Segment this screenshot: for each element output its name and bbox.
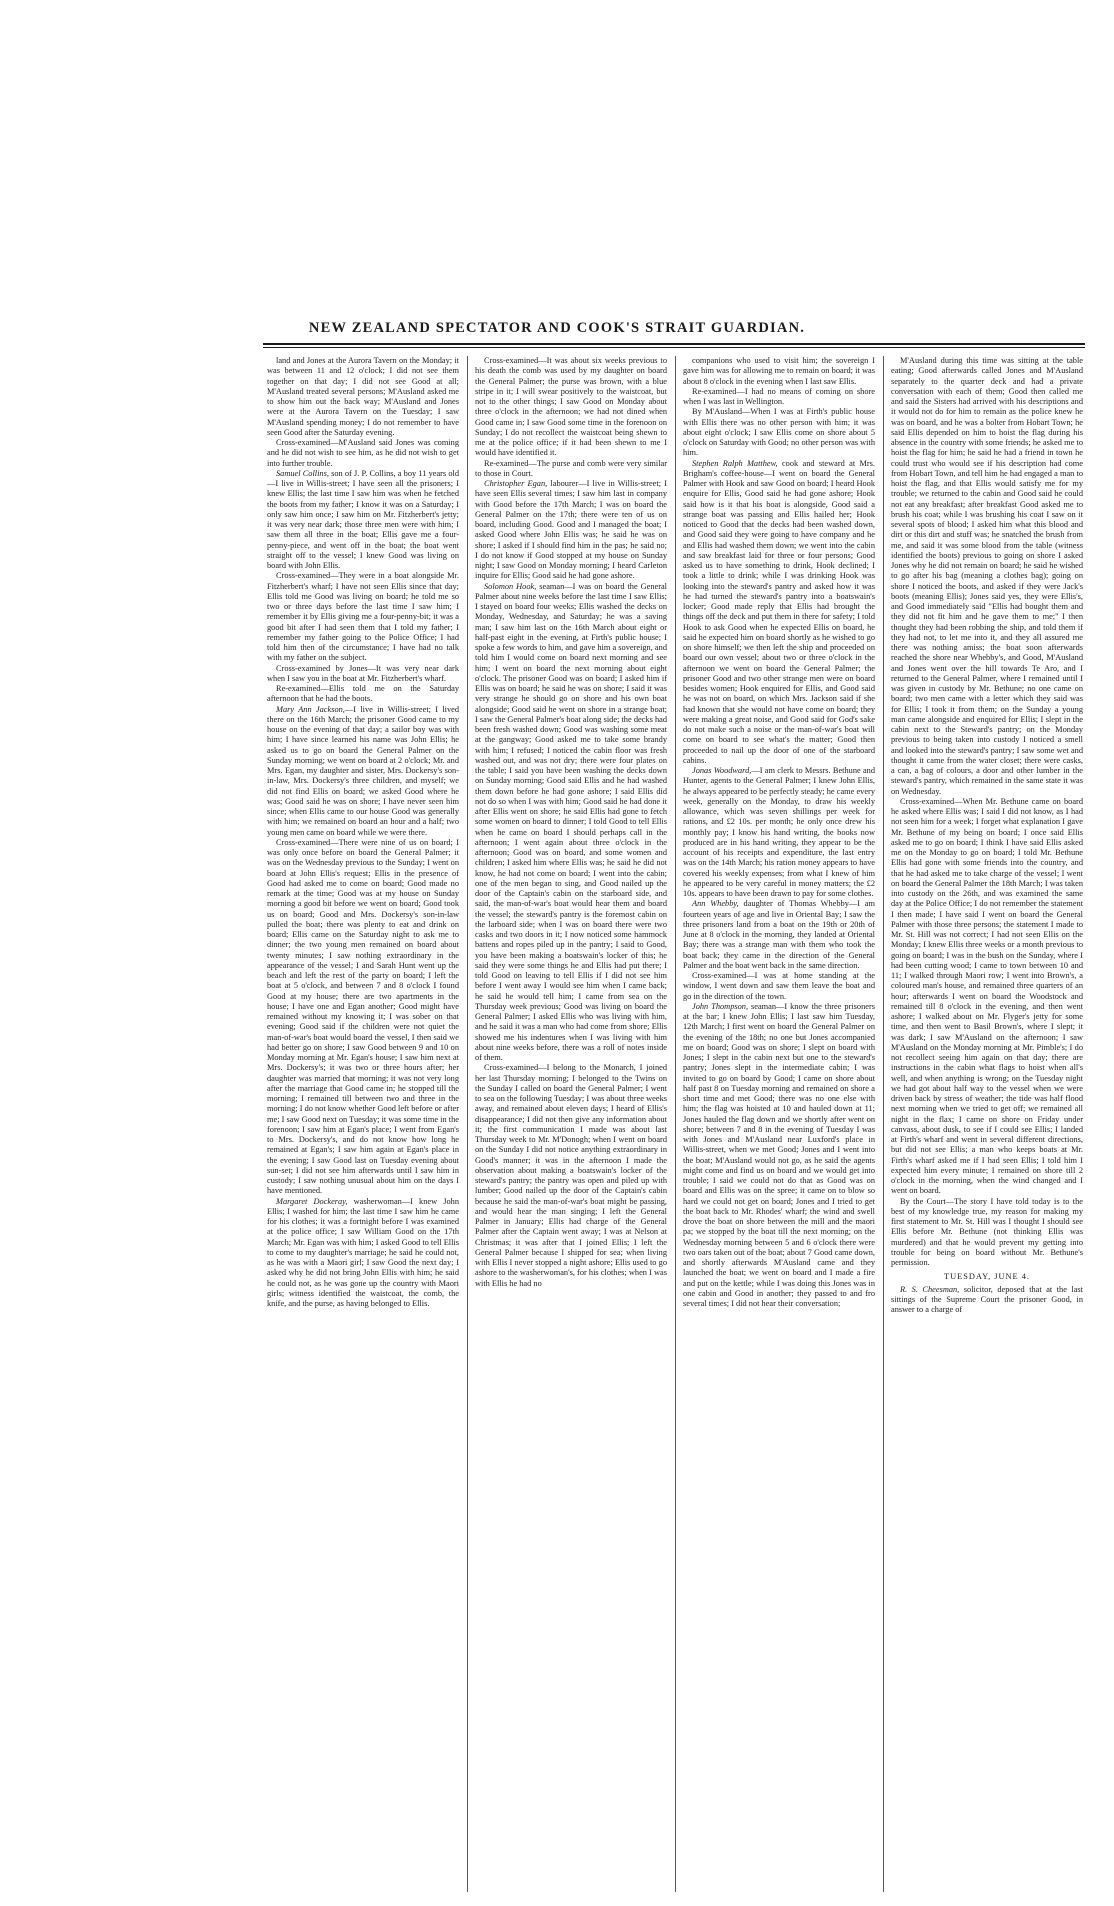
paragraph-text: —I live in Willis-street; I lived there on the 16th March; the prisoner Good came to my house on the evening of that day; a sailor boy was with him; I have since learned his name was John Ellis; he asked us to go on board the General Palmer on the Sunday morning; we went on board at 2 o'clock; Mr. and Mrs. Egan, my daughter and sister, Mrs. Dockersy's son-in-law, Mrs. Dockersy's three children, and myself; we did not find Ellis on board; we asked Good where he was; Good said he was on shore; I have never seen him since; when Ellis came to our house Good was generally with him; we remained on board an hour and a half; two young men came on board while we were there.	[267, 704, 459, 837]
column-3	[683, 356, 875, 1896]
paragraph-text: Cross-examined—They were in a boat alongside Mr. Fitzherbert's wharf; I have not seen Ellis since that day; Ellis told me Good was living on board; he told me so two or three days before the last time I saw him; I remember it by Ellis giving me a four-penny-bit; it was a good bit after I had seen them that I told my father; I remember my father going to the Police Office; I had told him then of the circumstance; I have had no talk with my father on the subject.	[267, 571, 459, 663]
paragraph-text: washerwoman—I knew John Ellis; I washed for him; the last time I saw him he came for his clothes; it was a fortnight before I was examined at the police office; I saw William Good on the 17th March; Mr. Egan was with him; I asked Good to tell Ellis to come to my daughter's marriage; he said he could not, as he was with a Maori girl; I saw Good the next day; I asked why he did not bring John Ellis with him; he said he could not, as he was gone up the country with Maori girls; witness identified the waistcoat, the comb, the knife, and the purse, as having belonged to Ellis.	[267, 1196, 459, 1308]
paragraph-text: son of J. P. Collins, a boy 11 years old—I live in Willis-street; I have seen all the prisoners; I knew Ellis; the last time I saw him was when he fetched the boots from my father; I know it was on a Saturday; I only saw him once; I saw him on Mr. Fitzherbert's jetty; it was very near dark; those three men were with him; I saw them all three in the boat; Ellis gave me a four-penny-piece, and went off in the boat; the boat went straight off to the vessel; I knew Good was living on board with John Ellis.	[267, 468, 459, 570]
witness-name: Margaret Dockeray,	[276, 1196, 348, 1206]
witness-name: Samuel Collins,	[276, 468, 329, 478]
paragraph	[267, 684, 459, 705]
paragraph	[267, 705, 459, 838]
paragraph-text: Cross-examined—I belong to the Monarch, I joined her last Thursday morning; I belonged to the Twins on the Sunday I called on board the General Palmer; I went to sea on the following Tuesday; I was about three weeks away, and remained about eleven days; I heard of Ellis's disappearance; I did not then give any information about it; the first communication I made was about last Thursday week to Mr. M'Donogh; when I went on board on the Sunday I did not notice anything extraordinary in Good's manner; it was in the afternoon I made the observation about making a boatswain's locker of the steward's pantry; the pantry was open and piled up with lumber; Good nailed up the door of the Captain's cabin because he said the man-of-war's boat might be passing, and would hear the man singing; I left the General Palmer in January; Ellis had charge of the General Palmer after the Captain went away; I was at Nelson at Christmas; it was after that I joined Ellis; I left the General Palmer because I shipped for sea; when living with Ellis I never stopped a night ashore; Ellis used to go ashore to the washerwoman's, for his clothes; when I was with Ellis he had no	[475, 1063, 667, 1288]
paragraph-text: labourer—I live in Willis-street; I have seen Ellis several times; I saw him last in company with Good before the 17th March; I was on board the General Palmer on the 17th; there were ten of us on board, including Good. Good and I managed the boat; I asked Good where John Ellis was; he said he was on shore; I asked if I should find him in the pas; he said no; I do not know if Good stopped at my house on Sunday night; I saw Good on Monday morning; I heard Carleton inquire for Ellis; Good said he had gone ashore.	[475, 479, 667, 581]
witness-name: Solomon Hook,	[484, 581, 537, 591]
paragraph	[891, 1285, 1083, 1316]
paragraph	[267, 571, 459, 663]
paragraph-text: Re-examined—The purse and comb were very similar to those in Court.	[475, 458, 667, 478]
paragraph	[267, 356, 459, 438]
paragraph	[683, 459, 875, 767]
paragraph-text: Cross-examined—I was at home standing at the window, I went down and saw them leave the boat and go in the direction of the town.	[683, 971, 875, 1001]
witness-name: R. S. Cheesman,	[900, 1284, 960, 1294]
column-2	[475, 356, 667, 1896]
paragraph	[683, 387, 875, 408]
article-columns	[267, 356, 1085, 1896]
paragraph	[475, 582, 667, 1064]
paragraph-text: —I am clerk to Messrs. Bethune and Hunter, agents to the General Palmer; I knew John Ellis, he always appeared to be perfectly steady; he came every week, generally on the Monday, to draw his weekly allowance, which was seven shillings per week for rations, and £2 10s. per month; he only once drew his monthly pay; I know his hand writing, the books now produced are in his hand writing, they appear to be the account of his receipts and expenditure, the last entry was on the 14th March; his ration money appears to have covered his weekly expenses; from what I knew of him he appeared to be very careful in money matters; the £2 10s. appears to have been drawn to pay for some clothes.	[683, 766, 875, 898]
paragraph	[683, 407, 875, 458]
paragraph	[683, 971, 875, 1002]
paragraph-text: companions who used to visit him; the sovereign I gave him was for allowing me to remain on board; it was about 8 o'clock in the evening when I last saw Ellis.	[683, 356, 875, 386]
masthead-title: NEW ZEALAND SPECTATOR AND COOK'S STRAIT GUARDIAN.	[308, 320, 806, 336]
witness-name: Stephen Ralph Matthew,	[692, 458, 778, 468]
paragraph-text: Cross-examined—There were nine of us on board; I was only once before on board the General Palmer; it was on the Wednesday previous to the Sunday; I went on board at John Ellis's request; Ellis in the presence of Good had asked me to come on board; Good made no remark at the time; Good was at my house on Sunday morning a good bit before we went on board; Good took us on board; Good and Mrs. Dockersy's son-in-law pulled the boat; there was plenty to eat and drink on board; Ellis came on the Saturday night to ask me to dinner; the two young men remained on board about twenty minutes; I saw nothing extraordinary in the appearance of the vessel; I and Sarah Hunt went up the beach and left the rest of the party on board; I left the boat at 5 o'clock, and between 7 and 8 o'clock I found Good at my house; there are two apartments in the house; I have one and Egan another; Good might have remained without my knowing it; I was sober on that evening; Good said if the children were not quiet the man-of-war's boat would board the vessel, I then said we had better go on shore; I saw Good between 9 and 10 on Monday morning at Mr. Egan's house; I saw him next at Mrs. Dockersy's; it was two or three hours after; her daughter was married that morning; it was not very long after the marriage that Good came in; he stopped till the morning; I remained till between two and three in the morning; I do not know whether Good left before or after me; I saw Good next on Tuesday; it was some time in the forenoon; I saw him at Egan's place; I went from Egan's to Mrs. Dockersy's, and do not know how long he remained at Egan's; I saw him again at Egan's place in the evening; I saw Good last on Tuesday evening about sun-set; I did not see him afterwards until I saw him in custody; I saw nothing unusual about him on the days I have mentioned.	[267, 837, 459, 1196]
paragraph	[891, 356, 1083, 797]
paragraph-text: Cross-examined by Jones—It was very near dark when I saw you in the boat at Mr. Fitzherbert's wharf.	[267, 663, 459, 683]
paragraph	[683, 766, 875, 899]
paragraph	[891, 1197, 1083, 1269]
paragraph-text: cook and steward at Mrs. Brigham's coffee-house—I went on board the General Palmer with Hook and saw Good on board; I heard Hook enquire for Ellis, Good said he had gone ashore; Hook said how is it that his boat is alongside, Good said a strange boat was passing and Ellis hailed her; Hook noticed to Good that the decks had been washed down, and Good said they were going to have company and he and Ellis had washed them down; we went into the cabin and saw breakfast laid for three or four persons; Good asked us to have something to drink, Hook declined; I took a little to drink; while I was drinking Hook was looking into the steward's pantry and asked how it was he had turned the steward's pantry into a boatswain's locker; Good made reply that Ellis had brought the things off the deck and put them in there for safety; I told Hook to ask Good when he expected Ellis on board, he said he expected him on board shortly as he wished to go on shore himself; we then left the ship and proceeded on board our own vessel; about two or three o'clock in the afternoon we went on board the General Palmer; the prisoner Good and two other strange men were on board besides women; Hook enquired for Ellis, and Good said he was not on board, on which Mrs. Jackson said if she had known that she would not have come on board; they were making a great noise, and Good said for God's sake do not make such a noise or the man-of-war's boat will come on board to see what's the matter; Good then proceeded to nail up the door of one of the starboard cabins.	[683, 458, 875, 765]
paragraph-text: M'Ausland during this time was sitting at the table eating; Good afterwards called Jones and M'Ausland separately to the quarter deck and had a private conversation with each of them; Good then called me and said the Sisters had arrived with his descriptions and it would not do for him to remain as the police knew he was on board, and he was a bolter from Hobart Town; he said Ellis depended on him to hoist the flag during his absence in the country with some friends; he asked me to hoist the flag for him; he said he had a friend in town he could trust who would see if his description had come from Hobart Town, and tell him he had engaged a man to hoist the flag, and that Ellis would satisfy me for my trouble; we returned to the cabin and Good said he could not eat any breakfast; after breakfast Good asked me to brush his coat; while I was brushing his coat I saw on it several spots of blood; I asked him what this blood and dirt or this dirt and stuff was; he snatched the brush from me, and said it was some blood from the table (witness identified the boots) previous to going on shore I asked Jones why he did not remain on board; he said he wished to go after his bag (meaning a clothes bag); going on shore I noticed the boots, and asked if they were Jack's boots (meaning Ellis); Jones said yes, they were Ellis's, and Good immediately said "Ellis had bought them and they did not fit him and he gave them to me;" I then thought they had been robbing the ship, and told them if they had not, to let me into it, and they all assured me there was nothing amiss; the boat soon afterwards reached the shore near Whebby's, and Good, M'Ausland and Jones went over the hill towards Te Aro, and I returned to the General Palmer, where I remained until I was given in custody by Mr. Bethune; no one came on board; two men came with a letter which they said was for Ellis; I took it from them; on the Sunday a young man came alongside and enquired for Ellis; I slept in the cabin next to the Steward's pantry; on the Monday previous to being taken into custody I noticed a smell and looked into the steward's pantry; I saw some wet and thought it came from the water closet; there were casks, a can, a bag of colours, a door and other lumber in the steward's pantry, which remained in the same state it was on Wednesday.	[891, 356, 1083, 796]
witness-name: Mary Ann Jackson,	[276, 704, 345, 714]
witness-name: Ann Whebby,	[692, 899, 739, 909]
paragraph	[891, 797, 1083, 1197]
paragraph-text: Cross-examined—M'Ausland said Jones was coming and he did not wish to see him, as he did not wish to get into further trouble.	[267, 438, 459, 468]
section-heading: TUESDAY, JUNE 4.	[943, 1272, 1030, 1282]
witness-name: Christopher Egan,	[484, 479, 548, 488]
paragraph-text: Re-examined—Ellis told me on the Saturday afternoon that he had the boots.	[267, 684, 459, 704]
masthead-rule-thick	[263, 343, 1085, 345]
paragraph-text: land and Jones at the Aurora Tavern on the Monday; it was between 11 and 12 o'clock; I did not see them together on that day; I did not see Good at all; M'Ausland treated several persons; M'Ausland asked me to show him out the back way; M'Ausland and Jones were at the Aurora Tavern on the Tuesday; I saw M'Ausland spending money; I do not remember to have seen Good after the Saturday evening.	[267, 356, 459, 437]
paragraph-text: Re-examined—I had no means of coming on shore when I was last in Wellington.	[683, 386, 875, 406]
paragraph	[267, 469, 459, 572]
witness-name: Jonas Woodward,	[692, 766, 752, 775]
paragraph-text: daughter of Thomas Whebby—I am fourteen years of age and live in Oriental Bay; I saw the three prisoners land from a boat on the 19th or 20th of June at 8 o'clock in the morning, they landed at Oriental Bay; there was a strange man with them who took the boat back; they came in the direction of the General Palmer and the boat went back in the same direction.	[683, 899, 875, 970]
paragraph	[683, 1002, 875, 1310]
paragraph-text: seaman—I was on board the General Palmer about nine weeks before the last time I saw Ellis; I stayed on board four weeks; Ellis washed the decks on Monday, Wednesday, and Saturday; he was a saving man; I saw him last on the 16th March about eight or half-past eight in the evening, at Firth's public house; I spoke a few words to him, and gave him a sovereign, and told him I would come on board next morning and see him; I went on board the next morning about eight o'clock. The prisoner Good was on board; I asked him if Ellis was on board; he said he was on shore; I said it was very strange he should go on shore and his own boat alongside; Good said he went on shore in a strange boat; I saw the General Palmer's boat along side; the decks had been fresh washed down; Good was washing some meat at the gangway; Good asked me to take some brandy with him; I refused; I noticed the cabin floor was fresh washed out, and was not dry; there were four plates on the table; I said you have been washing the decks down on Sunday morning; Good said Ellis and he had washed them down before he had gone ashore; I said Ellis did not do so when I was with him; Good said he had done it after Ellis went on shore; he said Ellis had gone to fetch some women on board to dinner; I told Good to tell Ellis when he came on board I should perhaps call in the afternoon; I went again about three o'clock in the afternoon; Good was on board, and some women and children; I asked him where Ellis was; he said he did not know, he had not come on board; I went into the cabin; one of the men began to sing, and Good nailed up the door of the Captain's cabin on the starboard side, and said, the man-of-war's boat would hear them and board the vessel; the steward's pantry is the foremost cabin on the larboard side; when I was on board there were two casks and two doors in it; I now noticed some hammock battens and ropes piled up in the pantry; I said to Good, you have been making a boatswain's locker of this; he said they were some things he and Ellis had put there; I told Good on leaving to tell Ellis if I did not see him before I went away I would see him when I came back; he said he would tell him; I came from sea on the Thursday week previous; Good was living on board the General Palmer; I asked Ellis who was living with him, and he said it was a man who had come from shore; Ellis showed me his indentures when I was living with him about nine weeks before, there was a roll of notes inside of them.	[475, 581, 667, 1062]
masthead-rule-thin	[263, 347, 1085, 348]
paragraph-text: solicitor, deposed that at the last sittings of the Supreme Court the prisoner Good, in answer to a charge of	[891, 1284, 1083, 1314]
paragraph-text: Cross-examined—It was about six weeks previous to his death the comb was used by my daughter on board the General Palmer; the purse was brown, with a blue stripe in it; I will swear positively to the waistcoat, but not to the other things; I saw Good on Monday about three o'clock in the afternoon; we had not dined when Good came in; I saw Good some time in the forenoon on Sunday; I do not recollect the waistcoat being shewn to me at the police office; if it had been shewn to me I would have identified it.	[475, 356, 667, 458]
paragraph	[267, 438, 459, 469]
paragraph	[475, 479, 667, 582]
paragraph-text: By M'Ausland—When I was at Firth's public house with Ellis there was no other person with him; it was about eight o'clock; I saw Ellis come on shore about 5 o'clock on Saturday with Good; no other person was with him.	[683, 407, 875, 458]
witness-name: John Thompson,	[692, 1001, 749, 1011]
paragraph	[683, 899, 875, 971]
paragraph-text: seaman—I know the three prisoners at the bar; I knew John Ellis; I last saw him Tuesday, 12th March; I first went on board the General Palmer on the evening of the 18th; no one but Jones accompanied me on board; Good was on shore; I slept on board with Jones; I slept in the cabin next but one to the steward's pantry; Jones slept in the intermediate cabin; I was invited to go on board by Good; I came on shore about half past 8 on Tuesday morning and remained on shore a short time and met Good; there was no one else with him; the flag was hoisted at 10 and hauled down at 11; Jones hauled the flag down and we shortly after went on shore; between 7 and 8 in the evening of Tuesday I was with Jones and M'Ausland near Luxford's place in Willis-street, when we met Good; Jones and I went into the boat; M'Ausland would not go, as he said the agents might come and find us on board and we would get into trouble; I said we could not do that as Good was on board and Ellis was on the spree; it came on to blow so hard we could not get on board; Jones and I tried to get the boat back to Mr. Rhodes' wharf; the wind and swell drove the boat on shore between the mill and the maori pa; we stopped by the boat till the next morning; on the Wednesday morning between 5 and 6 o'clock there were two oars taken out of the boat; about 7 Good came down, and shortly afterwards M'Ausland came and they launched the boat; we went on board and I made a fire and put on the kettle; while I was doing this Jones was in one cabin and Good in another; they passed to and fro several times; I did not hear their conversation;	[683, 1001, 875, 1308]
paragraph	[267, 664, 459, 685]
paragraph-text: Cross-examined—When Mr. Bethune came on board he asked where Ellis was; I said I did not know, as I had not seen him for a week; I forget what explanation I gave Mr. Bethune of my being on board; I once said Ellis asked me to go on board; I think I have said Ellis asked me on the Monday to go on board; I told Mr. Bethune Ellis had gone with some friends into the country, and that he had asked me to take charge of the vessel; I went on board the General Palmer the 18th March; I was taken into custody on the 26th, and was examined the same day at the Police Office; I do not remember the statement I then made; I have said I went on board the General Palmer with those three persons; the statement I made to Mr. St. Hill was not correct; I had not seen Ellis on the Monday; I knew Ellis three weeks or a month previous to going on board; I was in the bush on the Sunday, where I had been cutting wood; I came to town between 10 and 11; I walked through Maori row; I went into Brown's, a coloured man's house, and remained three quarters of an hour; afterwards I went on board the Woodstock and remained till 8 o'clock in the evening, and then went ashore; I walked about on Mr. Flyger's jetty for some time, and then went to Basil Brown's, where I slept; it was dark; I saw M'Ausland on the afternoon; I saw M'Ausland on the Monday morning at Mr. Pimble's; I do not recollect seeing him again on that day; there are instructions in the cabin what flags to hoist when all's well, and when anything is wrong; on the Tuesday night we had got about half way to the vessel when we were driven back by stress of weather; the tide was half flood next morning when we tried to get off; we remained all night in the flax; I came on shore on Friday under canvass, about dusk, to see if I could see Ellis; I landed at Firth's wharf and went in several different directions, but did not see Ellis; a man who keeps boats at Mr. Firth's wharf asked me if I had seen Ellis; I told him I expected him every minute; I remained on shore till 2 o'clock in the morning, when the wind changed and I went on board.	[891, 796, 1083, 1196]
paragraph	[267, 1197, 459, 1310]
paragraph-text: By the Court—The story I have told today is to the best of my knowledge true, my reason for making my first statement to Mr. St. Hill was I thought I should see Ellis before Mr. Bethune (not thinking Ellis was murdered) and that he would prevent my getting into trouble for being on board without Mr. Bethune's permission.	[891, 1196, 1083, 1267]
paragraph	[475, 459, 667, 480]
paragraph	[683, 356, 875, 387]
paragraph	[475, 1063, 667, 1289]
paragraph	[475, 356, 667, 459]
column-1	[267, 356, 459, 1896]
column-4	[891, 356, 1083, 1896]
paragraph	[267, 838, 459, 1197]
